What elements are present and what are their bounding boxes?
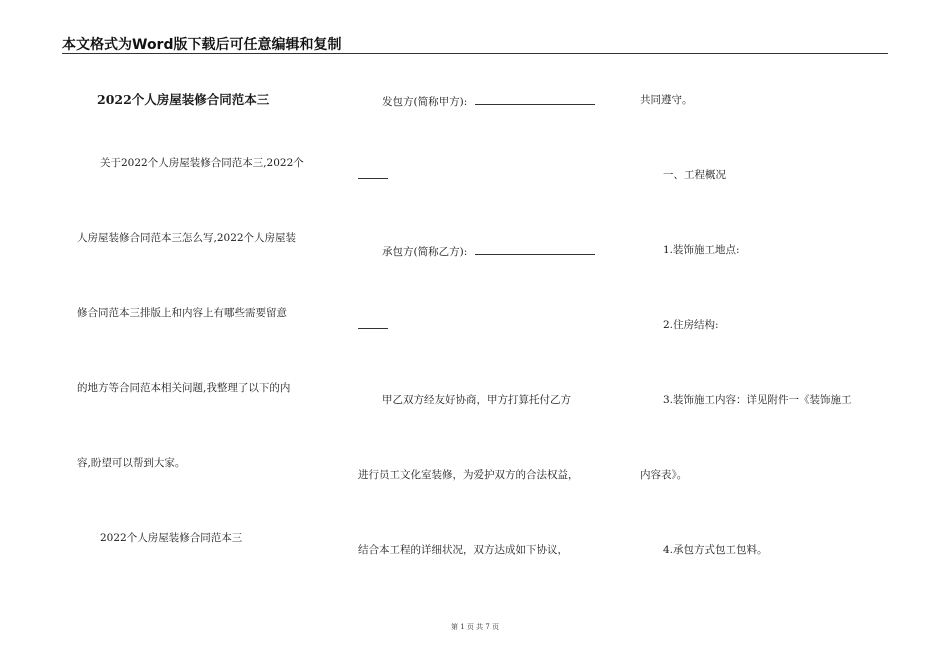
- party-b-field: [382, 243, 595, 259]
- intro-line-1: 关于2022个人房屋装修合同范本三,2022个: [100, 157, 304, 169]
- agreement-line-1: 甲乙双方经友好协商，甲方打算托付乙方: [382, 394, 571, 406]
- party-a-field: [382, 93, 595, 109]
- party-a-blank-continued: [358, 178, 388, 179]
- intro-line-3: 修合同范本三排版上和内容上有哪些需要留意: [77, 307, 287, 319]
- page-number: 第 1 页 共 7 页: [450, 623, 500, 631]
- party-b-blank: [475, 243, 595, 255]
- party-b-blank-continued: [358, 328, 388, 329]
- item-construction-content: 3.装饰施工内容：详见附件一《装饰施工: [663, 394, 852, 406]
- intro-line-2: 人房屋装修合同范本三怎么写,2022个人房屋装: [77, 232, 297, 244]
- party-a-label: 发包方(简称甲方):: [382, 96, 468, 108]
- item-construction-site: 1.装饰施工地点:: [663, 244, 740, 256]
- intro-line-5: 容,盼望可以帮到大家。: [77, 457, 186, 469]
- agreement-line-3: 结合本工程的详细状况，双方达成如下协议，: [358, 544, 568, 556]
- document-title: 2022个人房屋装修合同范本三: [97, 92, 270, 107]
- party-b-label: 承包方(简称乙方):: [382, 246, 468, 258]
- intro-line-4: 的地方等合同范本相关问题,我整理了以下的内: [77, 382, 291, 394]
- party-a-blank: [475, 93, 595, 105]
- section-subtitle: 2022个人房屋装修合同范本三: [100, 532, 243, 544]
- item-housing-structure: 2.住房结构:: [663, 319, 719, 331]
- item-construction-content-cont: 内容表》。: [640, 469, 688, 481]
- section-heading-project-overview: 一、工程概况: [663, 169, 726, 181]
- agreement-line-4: 共同遵守。: [640, 94, 693, 106]
- header-divider: [62, 53, 888, 54]
- document-header: 本文格式为Word版下载后可任意编辑和复制: [62, 37, 342, 53]
- agreement-line-2: 进行员工文化室装修，为爱护双方的合法权益，: [358, 469, 579, 481]
- item-contract-method: 4.承包方式包工包料。: [663, 544, 768, 556]
